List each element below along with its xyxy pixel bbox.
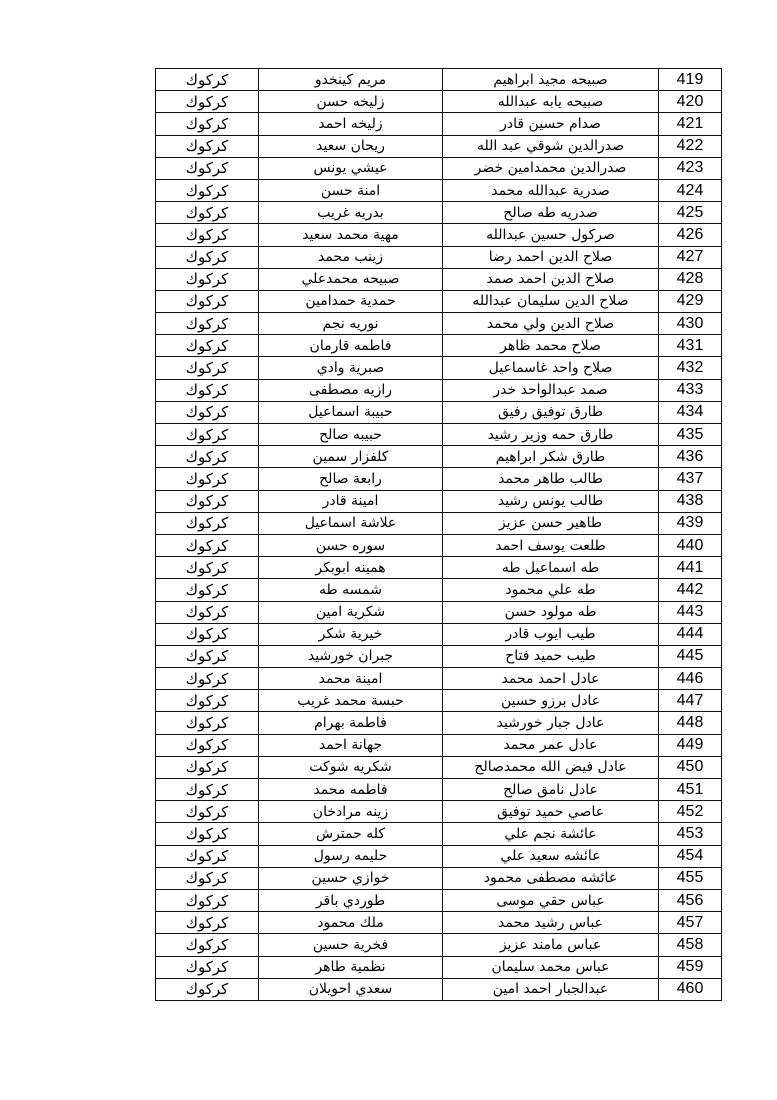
mother-name-cell: زينه مرادخان [259,801,443,823]
mother-name-cell: شكرية امين [259,601,443,623]
row-number-cell: 454 [659,845,722,867]
row-number-cell: 447 [659,690,722,712]
table-row [156,224,722,246]
row-number-cell: 442 [659,579,722,601]
city-cell: كركوك [156,157,259,179]
row-number-cell: 457 [659,912,722,934]
mother-name-cell: كلفزار سمين [259,446,443,468]
row-number-cell: 420 [659,91,722,113]
table-row [156,823,722,845]
city-cell: كركوك [156,557,259,579]
table-row [156,490,722,512]
city-cell: كركوك [156,224,259,246]
row-number-cell: 428 [659,268,722,290]
mother-name-cell: جبران خورشيد [259,645,443,667]
row-number-cell: 424 [659,179,722,201]
row-number-cell: 425 [659,202,722,224]
mother-name-cell: حبسة محمد غريب [259,690,443,712]
full-name-cell: صمد عبدالواحد خدر [443,379,659,401]
full-name-cell: طيب حميد فتاح [443,645,659,667]
row-number-cell: 436 [659,446,722,468]
table-row [156,956,722,978]
city-cell: كركوك [156,91,259,113]
row-number-cell: 448 [659,712,722,734]
full-name-cell: طالب يونس رشيد [443,490,659,512]
full-name-cell: طلعت يوسف احمد [443,534,659,556]
row-number-cell: 419 [659,69,722,91]
table-row [156,756,722,778]
full-name-cell: صلاح الدين احمد صمد [443,268,659,290]
mother-name-cell: نوريه نجم [259,313,443,335]
full-name-cell: صلاح الدين ولي محمد [443,313,659,335]
table-row [156,202,722,224]
city-cell: كركوك [156,779,259,801]
mother-name-cell: شكريه شوكت [259,756,443,778]
city-cell: كركوك [156,690,259,712]
full-name-cell: صدريه طه صالح [443,202,659,224]
table-row [156,157,722,179]
mother-name-cell: زينب محمد [259,246,443,268]
full-name-cell: عباس رشيد محمد [443,912,659,934]
table-row [156,113,722,135]
city-cell: كركوك [156,446,259,468]
full-name-cell: صدرية عبدالله محمد [443,179,659,201]
row-number-cell: 434 [659,401,722,423]
mother-name-cell: نظمية طاهر [259,956,443,978]
row-number-cell: 441 [659,557,722,579]
mother-name-cell: زليخه حسن [259,91,443,113]
mother-name-cell: حبيبه صالح [259,424,443,446]
table-row [156,912,722,934]
city-cell: كركوك [156,379,259,401]
row-number-cell: 426 [659,224,722,246]
table-row [156,335,722,357]
city-cell: كركوك [156,179,259,201]
city-cell: كركوك [156,490,259,512]
row-number-cell: 450 [659,756,722,778]
mother-name-cell: رازيه مصطفى [259,379,443,401]
row-number-cell: 446 [659,668,722,690]
row-number-cell: 437 [659,468,722,490]
mother-name-cell: كله حمترش [259,823,443,845]
mother-name-cell: شمسه طه [259,579,443,601]
mother-name-cell: فاطمة بهرام [259,712,443,734]
row-number-cell: 435 [659,424,722,446]
full-name-cell: عباس حقي موسى [443,889,659,911]
city-cell: كركوك [156,756,259,778]
mother-name-cell: همينه ابوبكر [259,557,443,579]
row-number-cell: 455 [659,867,722,889]
city-cell: كركوك [156,956,259,978]
full-name-cell: عائشة نجم علي [443,823,659,845]
full-name-cell: عائشه مصطفى محمود [443,867,659,889]
city-cell: كركوك [156,246,259,268]
table-row [156,179,722,201]
table-row [156,69,722,91]
table-row [156,645,722,667]
mother-name-cell: فخرية حسين [259,934,443,956]
row-number-cell: 451 [659,779,722,801]
table-row [156,290,722,312]
city-cell: كركوك [156,468,259,490]
table-row [156,889,722,911]
full-name-cell: عباس مامند عزيز [443,934,659,956]
table-row [156,135,722,157]
full-name-cell: عباس محمد سليمان [443,956,659,978]
row-number-cell: 423 [659,157,722,179]
mother-name-cell: خيرية شكر [259,623,443,645]
table-row [156,468,722,490]
full-name-cell: عادل جبار خورشيد [443,712,659,734]
row-number-cell: 449 [659,734,722,756]
mother-name-cell: صبرية وادي [259,357,443,379]
city-cell: كركوك [156,69,259,91]
row-number-cell: 430 [659,313,722,335]
city-cell: كركوك [156,978,259,1000]
row-number-cell: 456 [659,889,722,911]
full-name-cell: صبيحه يابه عبدالله [443,91,659,113]
table-row [156,313,722,335]
mother-name-cell: امينة محمد [259,668,443,690]
full-name-cell: عائشه سعيد علي [443,845,659,867]
full-name-cell: صدام حسين قادر [443,113,659,135]
row-number-cell: 445 [659,645,722,667]
table-row [156,534,722,556]
full-name-cell: عبدالجبار احمد امين [443,978,659,1000]
city-cell: كركوك [156,845,259,867]
city-cell: كركوك [156,867,259,889]
mother-name-cell: حليمه رسول [259,845,443,867]
row-number-cell: 427 [659,246,722,268]
mother-name-cell: طوردي باقر [259,889,443,911]
full-name-cell: عاصي حميد توفيق [443,801,659,823]
full-name-cell: صلاح واحد غاسماعيل [443,357,659,379]
table-row [156,579,722,601]
roster-body [156,69,722,1001]
row-number-cell: 460 [659,978,722,1000]
city-cell: كركوك [156,623,259,645]
full-name-cell: صدرالدين شوقي عبد الله [443,135,659,157]
city-cell: كركوك [156,357,259,379]
row-number-cell: 429 [659,290,722,312]
mother-name-cell: فاطمه محمد [259,779,443,801]
full-name-cell: عادل عمر محمد [443,734,659,756]
city-cell: كركوك [156,579,259,601]
city-cell: كركوك [156,268,259,290]
mother-name-cell: امنة حسن [259,179,443,201]
full-name-cell: صركول حسين عبدالله [443,224,659,246]
full-name-cell: عادل احمد محمد [443,668,659,690]
mother-name-cell: ملك محمود [259,912,443,934]
full-name-cell: عادل فيض الله محمدصالح [443,756,659,778]
full-name-cell: طارق حمه وزير رشيد [443,424,659,446]
table-row [156,779,722,801]
full-name-cell: صلاح الدين احمد رضا [443,246,659,268]
mother-name-cell: عيشي يونس [259,157,443,179]
city-cell: كركوك [156,290,259,312]
city-cell: كركوك [156,202,259,224]
table-row [156,867,722,889]
full-name-cell: صدرالدين محمدامين خضر [443,157,659,179]
table-row [156,91,722,113]
row-number-cell: 452 [659,801,722,823]
table-row [156,734,722,756]
row-number-cell: 459 [659,956,722,978]
table-row [156,246,722,268]
city-cell: كركوك [156,668,259,690]
mother-name-cell: حبيبة اسماعيل [259,401,443,423]
city-cell: كركوك [156,912,259,934]
full-name-cell: طه مولود حسن [443,601,659,623]
row-number-cell: 444 [659,623,722,645]
mother-name-cell: زليخه احمد [259,113,443,135]
city-cell: كركوك [156,313,259,335]
mother-name-cell: رابعة صالح [259,468,443,490]
table-row [156,668,722,690]
city-cell: كركوك [156,601,259,623]
table-row [156,845,722,867]
city-cell: كركوك [156,934,259,956]
row-number-cell: 438 [659,490,722,512]
city-cell: كركوك [156,712,259,734]
row-number-cell: 453 [659,823,722,845]
mother-name-cell: ريحان سعيد [259,135,443,157]
full-name-cell: طالب طاهر محمد [443,468,659,490]
table-row [156,690,722,712]
city-cell: كركوك [156,645,259,667]
row-number-cell: 439 [659,512,722,534]
table-row [156,934,722,956]
table-row [156,601,722,623]
mother-name-cell: فاطمه قارمان [259,335,443,357]
full-name-cell: طارق توفيق رفيق [443,401,659,423]
full-name-cell: عادل برزو حسين [443,690,659,712]
full-name-cell: صلاح محمد ظاهر [443,335,659,357]
full-name-cell: صبيحه مجيد ابراهيم [443,69,659,91]
mother-name-cell: مهية محمد سعيد [259,224,443,246]
city-cell: كركوك [156,335,259,357]
city-cell: كركوك [156,823,259,845]
city-cell: كركوك [156,734,259,756]
table-row [156,424,722,446]
row-number-cell: 432 [659,357,722,379]
mother-name-cell: امينة قادر [259,490,443,512]
mother-name-cell: صبيحه محمدعلي [259,268,443,290]
city-cell: كركوك [156,534,259,556]
mother-name-cell: حمدية حمدامين [259,290,443,312]
full-name-cell: عادل نامق صالح [443,779,659,801]
mother-name-cell: سوره حسن [259,534,443,556]
row-number-cell: 433 [659,379,722,401]
full-name-cell: طه علي محمود [443,579,659,601]
row-number-cell: 431 [659,335,722,357]
mother-name-cell: بدريه غريب [259,202,443,224]
row-number-cell: 458 [659,934,722,956]
full-name-cell: طه اسماعيل طه [443,557,659,579]
city-cell: كركوك [156,401,259,423]
table-row [156,623,722,645]
roster-sheet [155,68,717,1001]
table-row [156,512,722,534]
table-row [156,801,722,823]
full-name-cell: طيب ايوب قادر [443,623,659,645]
full-name-cell: طاهير حسن عزيز [443,512,659,534]
table-row [156,357,722,379]
mother-name-cell: مريم كينخدو [259,69,443,91]
city-cell: كركوك [156,113,259,135]
full-name-cell: طارق شكر ابراهيم [443,446,659,468]
row-number-cell: 440 [659,534,722,556]
city-cell: كركوك [156,424,259,446]
table-row [156,379,722,401]
table-row [156,712,722,734]
city-cell: كركوك [156,512,259,534]
row-number-cell: 421 [659,113,722,135]
city-cell: كركوك [156,135,259,157]
full-name-cell: صلاح الدين سليمان عبدالله [443,290,659,312]
roster-table [155,68,722,1001]
city-cell: كركوك [156,889,259,911]
city-cell: كركوك [156,801,259,823]
table-row [156,557,722,579]
table-row [156,401,722,423]
table-row [156,268,722,290]
row-number-cell: 422 [659,135,722,157]
mother-name-cell: جهانة احمد [259,734,443,756]
mother-name-cell: علاشة اسماعيل [259,512,443,534]
row-number-cell: 443 [659,601,722,623]
mother-name-cell: خوازي حسين [259,867,443,889]
table-row [156,446,722,468]
mother-name-cell: سعدي احويلان [259,978,443,1000]
table-row [156,978,722,1000]
